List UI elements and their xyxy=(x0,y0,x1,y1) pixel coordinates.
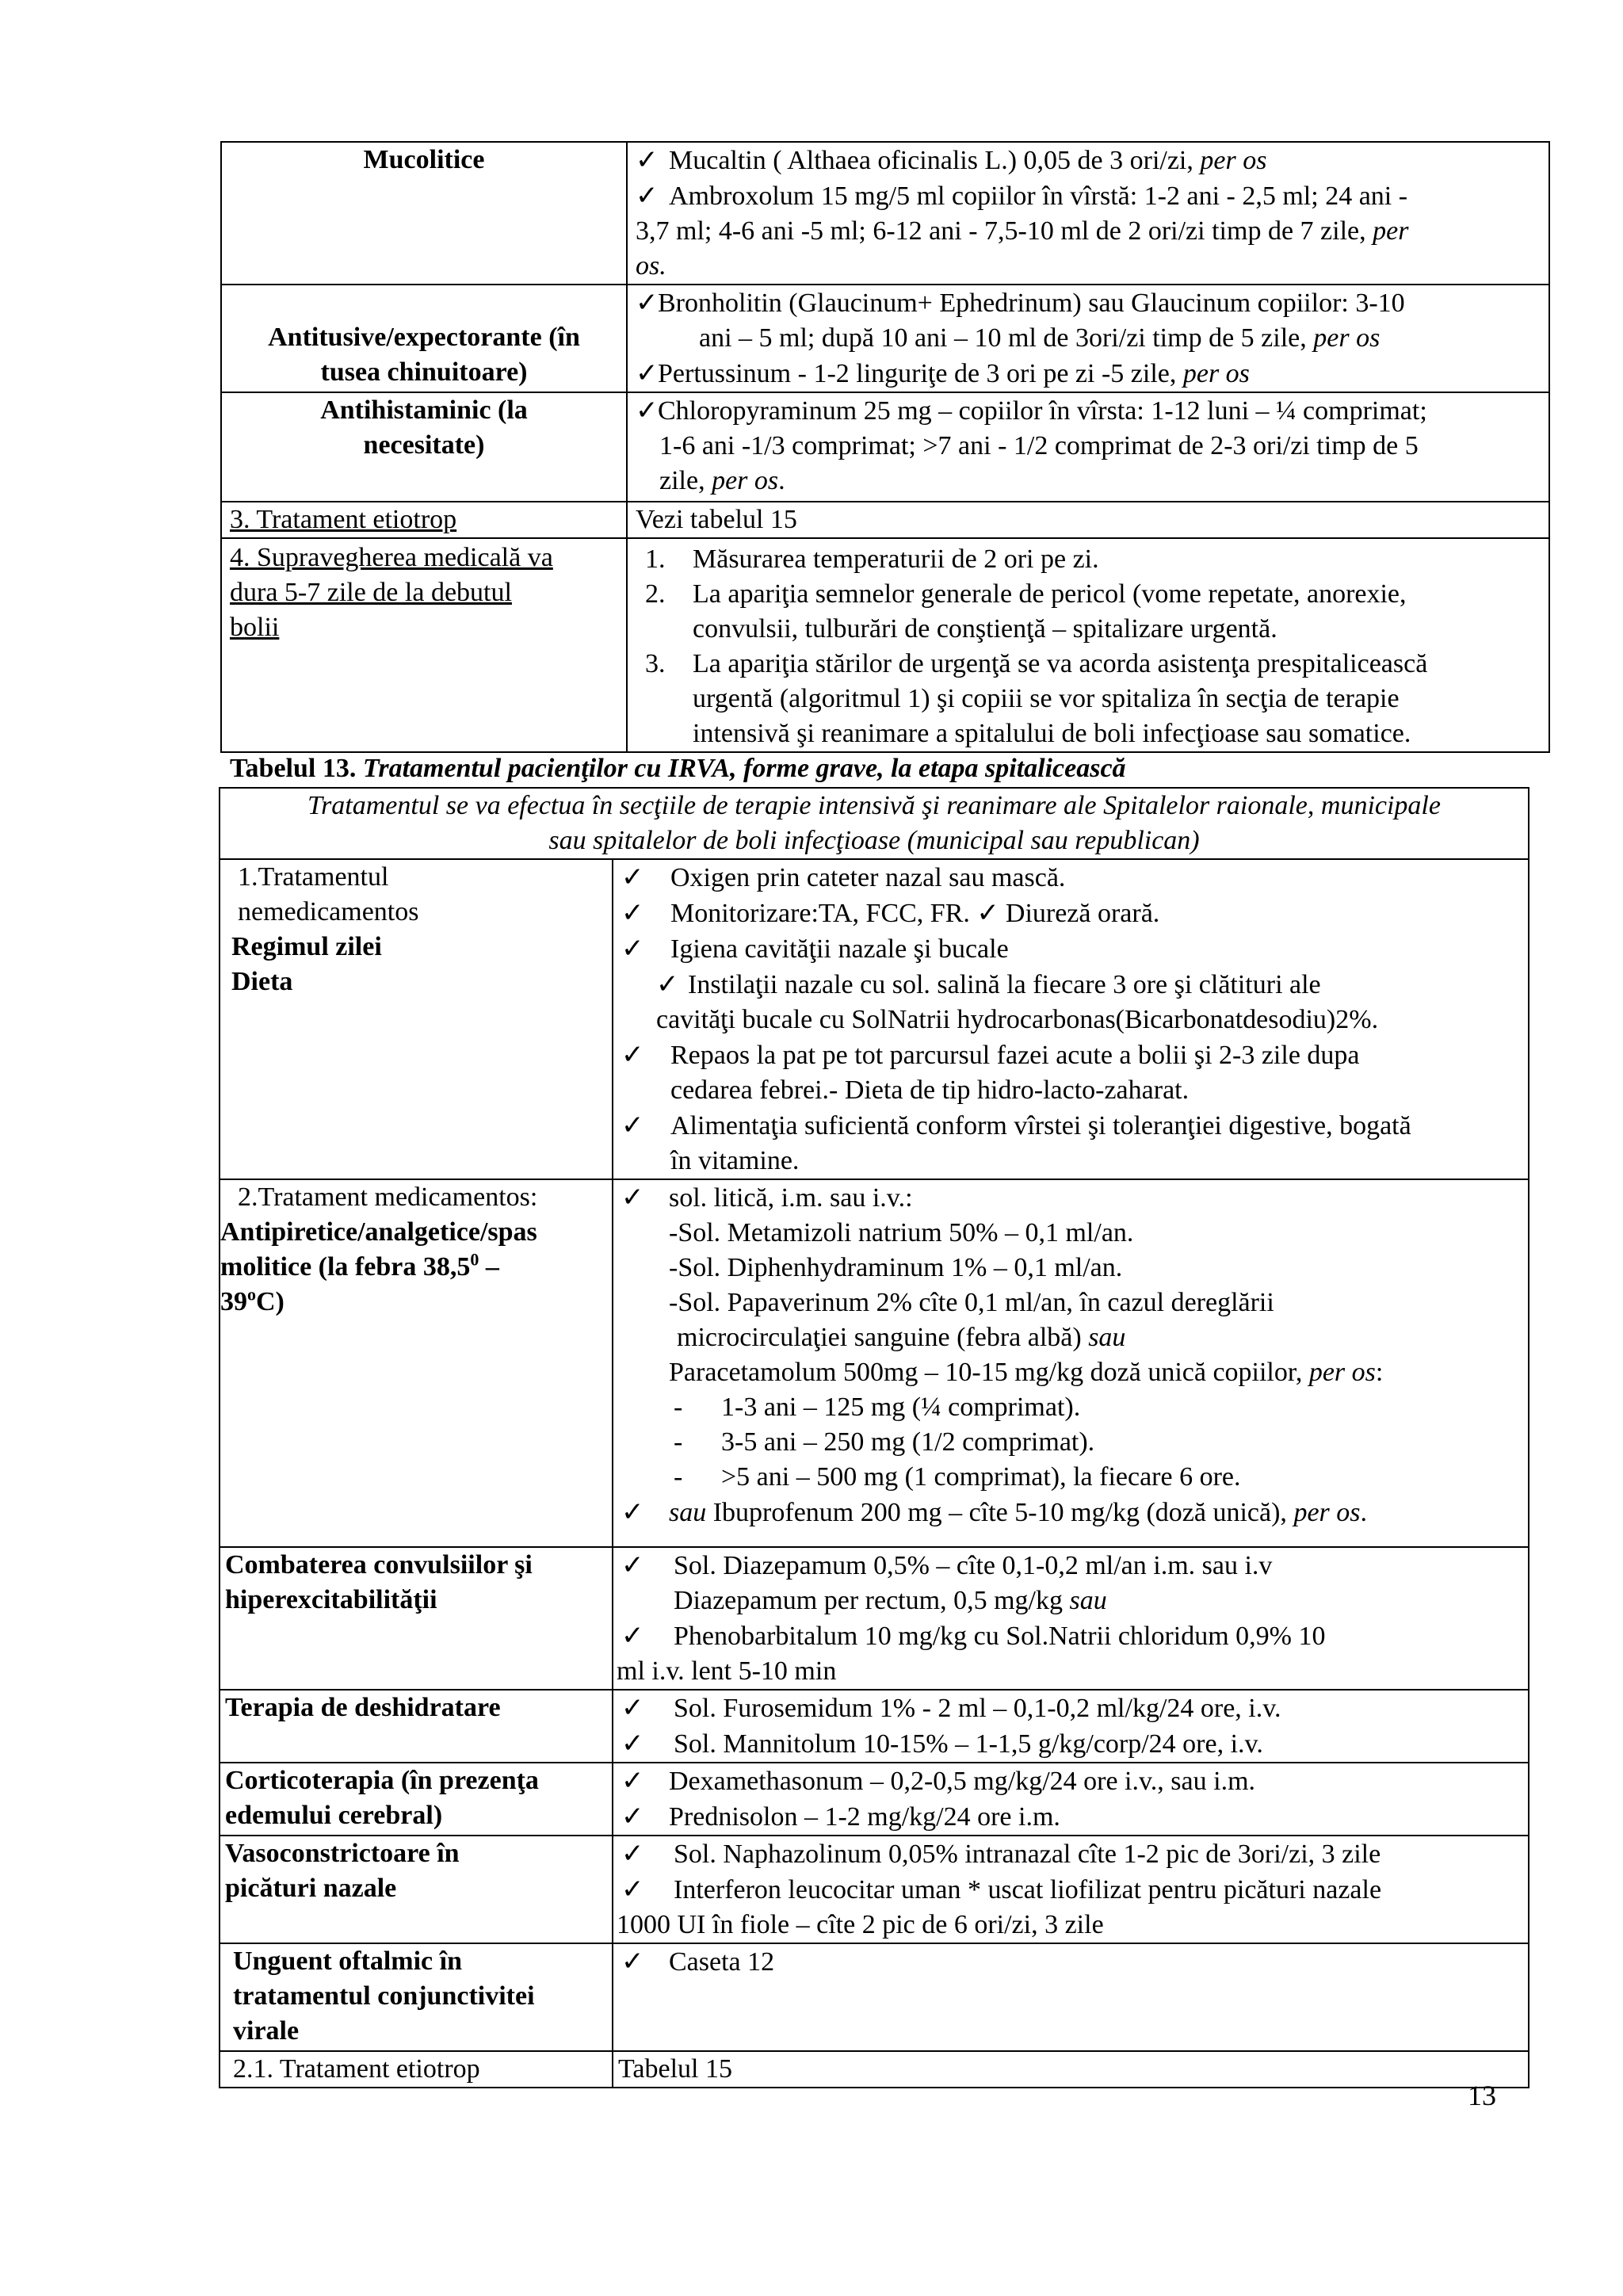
item-text-italic: per os xyxy=(1182,359,1250,388)
row-label xyxy=(220,1763,613,1836)
row-label-text: Dieta xyxy=(231,967,293,996)
list-item xyxy=(617,1763,1520,1799)
item-text: -Sol. Metamizoli natrium 50% – 0,1 ml/an. xyxy=(669,1218,1134,1247)
item-text: Ibuprofenum 200 mg – cîte 5-10 mg/kg (doză unică), xyxy=(712,1498,1287,1527)
row-content xyxy=(613,1763,1529,1836)
item-text-italic: per os xyxy=(1200,146,1267,175)
row-label xyxy=(220,2051,613,2088)
item-text: Phenobarbitalum 10 mg/kg cu Sol.Natrii chloridum 0,9% 10 xyxy=(674,1622,1326,1651)
list-item xyxy=(617,1836,1520,1872)
check-icon: ✓ xyxy=(976,897,999,929)
item-text xyxy=(636,321,1541,356)
row-label-text: necesitate) xyxy=(363,430,485,460)
row-content xyxy=(627,142,1549,285)
row-label-text xyxy=(220,1250,604,1285)
list-item xyxy=(636,577,1541,612)
item-text-italic: per xyxy=(1373,216,1409,246)
list-item xyxy=(617,1872,1520,1908)
list-item xyxy=(617,1690,1520,1726)
item-text: Chloropyraminum 25 mg – copiilor în vîrsta: 1-12 luni – ¼ comprimat; xyxy=(658,396,1427,426)
table-row xyxy=(221,285,1549,392)
table-row xyxy=(220,1547,1529,1690)
table-row xyxy=(220,1179,1529,1547)
item-text: Mucaltin ( Althaea oficinalis L.) 0,05 de 3 ori/zi, xyxy=(669,146,1193,175)
table-row xyxy=(221,502,1549,538)
item-text: Interferon leucocitar uman * uscat liofilizat pentru picături nazale xyxy=(674,1875,1382,1904)
table-row xyxy=(220,2051,1529,2088)
row-label xyxy=(221,538,627,752)
item-text xyxy=(617,1584,1520,1618)
list-item xyxy=(617,1618,1520,1654)
row-label-text: molitice (la febra 38,5 xyxy=(220,1252,471,1282)
item-text-italic: per os xyxy=(1293,1498,1361,1527)
list-item xyxy=(621,1390,1520,1425)
check-icon: ✓ xyxy=(621,1110,644,1141)
table-row xyxy=(221,392,1549,502)
check-icon: ✓ xyxy=(621,1838,644,1870)
item-text-italic: sau xyxy=(669,1498,707,1527)
header-text: Tratamentul se va efectua în secţiile de terapie intensivă şi reanimare ale Spitalelor raionale, municipale xyxy=(307,791,1441,820)
item-text: Diureză orară. xyxy=(1005,899,1160,928)
item-number: 2. xyxy=(645,579,666,609)
check-icon: ✓ xyxy=(621,1549,644,1581)
item-text-italic: per os xyxy=(1313,323,1381,353)
row-label xyxy=(220,1179,613,1547)
item-text: intensivă şi reanimare a spitalului de boli infecţioase sau somatice. xyxy=(693,719,1411,748)
item-text: urgentă (algoritmul 1) şi copiii se vor spitaliza în secţia de terapie xyxy=(693,684,1400,713)
item-text xyxy=(636,464,1541,499)
table-row xyxy=(220,1836,1529,1943)
check-icon: ✓ xyxy=(621,1765,644,1797)
row-label xyxy=(220,1547,613,1690)
item-text: Sol. Diazepamum 0,5% – cîte 0,1-0,2 ml/an i.m. sau i.v xyxy=(674,1551,1273,1580)
list-item xyxy=(636,542,1541,577)
header-text: sau spitalelor de boli infecţioase (municipal sau republican) xyxy=(548,826,1200,855)
check-icon: ✓ xyxy=(621,1692,644,1724)
row-content xyxy=(613,859,1529,1179)
list-item xyxy=(636,647,1541,682)
item-text: Prednisolon – 1-2 mg/kg/24 ore i.m. xyxy=(669,1802,1060,1832)
item-text: Igiena cavităţii nazale şi bucale xyxy=(670,934,1009,964)
row-label xyxy=(221,142,627,285)
row-label-text: 3. Tratament etiotrop xyxy=(230,505,457,534)
row-label-text: picături nazale xyxy=(225,1874,397,1903)
row-label xyxy=(221,502,627,538)
row-content xyxy=(613,1179,1529,1547)
item-text xyxy=(621,1320,1520,1355)
item-text: Paracetamolum 500mg – 10-15 mg/kg doză unică copiilor, xyxy=(669,1358,1303,1387)
check-icon: ✓ xyxy=(621,1182,644,1213)
check-icon: ✓ xyxy=(636,180,659,212)
list-item xyxy=(617,1944,1520,1980)
row-content xyxy=(627,392,1549,502)
list-item xyxy=(621,1037,1520,1073)
item-text: Ambroxolum 15 mg/5 ml copiilor în vîrstă: 1-2 ani - 2,5 ml; 24 ani - xyxy=(669,181,1408,211)
row-label-text: Combaterea convulsiilor şi xyxy=(225,1550,533,1580)
check-icon: ✓ xyxy=(621,1620,644,1652)
item-text: Sol. Furosemidum 1% - 2 ml – 0,1-0,2 ml/kg/24 ore, i.v. xyxy=(674,1694,1281,1723)
row-label xyxy=(220,1690,613,1763)
item-text-italic: per os xyxy=(712,466,779,495)
dash-bullet: - xyxy=(674,1427,683,1457)
row-label xyxy=(220,1836,613,1943)
check-icon: ✓ xyxy=(636,395,659,426)
row-label-text: virale xyxy=(233,2016,300,2046)
row-content xyxy=(613,1836,1529,1943)
item-text-italic: per os xyxy=(1308,1358,1376,1387)
row-label-text xyxy=(220,1285,604,1320)
caption-title: Tratamentul pacienţilor cu IRVA, forme grave, la etapa spitalicească xyxy=(362,754,1126,783)
row-label-text: Antihistaminic (la xyxy=(320,395,528,425)
superscript: 0 xyxy=(470,1249,479,1270)
check-icon: ✓ xyxy=(621,1874,644,1905)
row-label xyxy=(221,285,627,392)
item-text-italic: os. xyxy=(636,251,666,281)
row-label xyxy=(221,392,627,502)
item-text: sol. litică, i.m. sau i.v.: xyxy=(669,1183,913,1213)
check-icon: ✓ xyxy=(636,144,659,176)
row-label-text: 2.Tratament medicamentos: xyxy=(238,1182,538,1212)
check-icon: ✓ xyxy=(621,1039,644,1071)
item-text: -Sol. Diphenhydraminum 1% – 0,1 ml/an. xyxy=(669,1253,1123,1282)
item-text-italic: sau xyxy=(1088,1323,1126,1352)
row-content xyxy=(627,285,1549,392)
dash-bullet: - xyxy=(674,1392,683,1422)
item-text xyxy=(636,214,1541,249)
list-item xyxy=(621,860,1520,896)
check-icon: ✓ xyxy=(621,1801,644,1832)
item-text: Tabelul 15 xyxy=(618,2054,732,2084)
item-text: La apariţia stărilor de urgenţă se va acorda asistenţa prespitalicească xyxy=(693,649,1428,678)
row-label-text: edemului cerebral) xyxy=(225,1801,443,1830)
item-text: Sol. Naphazolinum 0,05% intranazal cîte 1-2 pic de 3ori/zi, 3 zile xyxy=(674,1839,1381,1869)
row-label-text: hiperexcitabilităţii xyxy=(225,1585,437,1614)
list-item xyxy=(621,1460,1520,1495)
row-label-text: Unguent oftalmic în xyxy=(233,1946,462,1976)
table-row xyxy=(220,1943,1529,2051)
list-item xyxy=(621,1425,1520,1460)
item-text xyxy=(621,1355,1520,1390)
item-number: 1. xyxy=(645,544,666,574)
caption-number: Tabelul 13. xyxy=(230,754,357,783)
item-text: Monitorizare:TA, FCC, FR. xyxy=(670,899,970,928)
item-text: Alimentaţia suficientă conform vîrstei şi toleranţiei digestive, bogată xyxy=(670,1111,1411,1140)
row-label-text: 4. Supravegherea medicală va xyxy=(230,543,553,572)
page-number: 13 xyxy=(1468,2080,1496,2111)
superscript: o xyxy=(247,1284,256,1305)
list-item xyxy=(636,356,1541,392)
row-label-text: tusea chinuitoare) xyxy=(320,357,528,387)
item-text: Pertussinum - 1-2 linguriţe de 3 ori pe zi -5 zile, xyxy=(658,359,1177,388)
item-text-italic: sau xyxy=(1069,1586,1107,1615)
table-row xyxy=(221,538,1549,752)
check-icon: ✓ xyxy=(621,1496,644,1528)
row-label-text: Vasoconstrictoare în xyxy=(225,1839,460,1868)
list-item xyxy=(617,1726,1520,1762)
item-text: . xyxy=(778,466,785,495)
check-icon: ✓ xyxy=(636,357,659,389)
row-label-text: 2.1. Tratament etiotrop xyxy=(233,2054,480,2084)
row-content xyxy=(627,538,1549,752)
list-item xyxy=(621,1108,1520,1144)
item-text: 3,7 ml; 4-6 ani -5 ml; 6-12 ani - 7,5-10 ml de 2 ori/zi timp de 7 zile, xyxy=(636,216,1366,246)
check-icon: ✓ xyxy=(636,287,659,319)
table-row xyxy=(221,142,1549,285)
check-icon: ✓ xyxy=(656,968,679,1000)
item-text: Oxigen prin cateter nazal sau mască. xyxy=(670,863,1066,892)
dash-bullet: - xyxy=(674,1462,683,1492)
table-13 xyxy=(219,787,1529,2088)
item-text: Caseta 12 xyxy=(669,1947,775,1977)
row-label-text: Regimul zilei xyxy=(231,932,382,961)
item-text: -Sol. Papaverinum 2% cîte 0,1 ml/an, în cazul dereglării xyxy=(669,1288,1274,1317)
list-item xyxy=(621,1495,1520,1530)
table-header-row xyxy=(220,788,1529,859)
item-text: cavităţi bucale cu SolNatrii hydrocarbonas(Bicarbonatdesodiu)2%. xyxy=(656,1005,1379,1034)
item-text: La apariţia semnelor generale de pericol (vome repetate, anorexie, xyxy=(693,579,1407,609)
item-text: 1000 UI în fiole – cîte 2 pic de 6 ori/zi, 3 zile xyxy=(617,1910,1104,1939)
item-text: : xyxy=(1375,1358,1384,1387)
row-label xyxy=(220,859,613,1179)
item-text: ani – 5 ml; după 10 ani – 10 ml de 3ori/zi timp de 5 zile, xyxy=(699,323,1307,353)
item-text: cedarea febrei.- Dieta de tip hidro-lacto-zaharat. xyxy=(670,1075,1190,1105)
item-text: Diazepamum per rectum, 0,5 mg/kg xyxy=(674,1586,1063,1615)
row-label-text: bolii xyxy=(230,613,280,642)
row-label-text: nemedicamentos xyxy=(238,897,419,926)
list-item xyxy=(621,1180,1520,1216)
table-row xyxy=(220,859,1529,1179)
list-item xyxy=(621,967,1520,1003)
item-text: Măsurarea temperaturii de 2 ori pe zi. xyxy=(693,544,1099,574)
row-label-text: Corticoterapia (în prezenţa xyxy=(225,1766,539,1795)
item-text: în vitamine. xyxy=(670,1146,800,1175)
row-label-text: C) xyxy=(256,1287,285,1316)
list-item xyxy=(636,143,1541,178)
item-text: 1-6 ani -1/3 comprimat; >7 ani - 1/2 comprimat de 2-3 ori/zi timp de 5 xyxy=(659,431,1419,460)
item-text: Instilaţii nazale cu sol. salină la fiecare 3 ore şi clătituri ale xyxy=(688,970,1321,999)
item-text: ml i.v. lent 5-10 min xyxy=(617,1656,837,1686)
check-icon: ✓ xyxy=(621,861,644,893)
row-label-text: Terapia de deshidratare xyxy=(225,1693,501,1722)
row-content xyxy=(613,1943,1529,2051)
item-number: 3. xyxy=(645,649,666,678)
list-item xyxy=(636,393,1541,429)
item-text: 3-5 ani – 250 mg (1/2 comprimat). xyxy=(721,1427,1095,1457)
list-item xyxy=(617,1799,1520,1835)
check-icon: ✓ xyxy=(621,1946,644,1977)
row-label-text: 1.Tratamentul xyxy=(238,862,389,892)
check-icon: ✓ xyxy=(621,933,644,965)
item-text: zile, xyxy=(659,466,705,495)
row-label-text: Antitusive/expectorante (în xyxy=(268,323,580,352)
row-label-text: tratamentul conjunctivitei xyxy=(233,1981,535,2011)
item-text: >5 ani – 500 mg (1 comprimat), la fiecare 6 ore. xyxy=(721,1462,1241,1492)
item-text: convulsii, tulburări de conştienţă – spitalizare urgentă. xyxy=(693,614,1277,644)
item-text: Bronholitin (Glaucinum+ Ephedrinum) sau Glaucinum copiilor: 3-10 xyxy=(658,288,1405,318)
table-row xyxy=(220,1763,1529,1836)
row-content xyxy=(613,2051,1529,2088)
row-label-text: dura 5-7 zile de la debutul xyxy=(230,578,512,607)
item-text: Dexamethasonum – 0,2-0,5 mg/kg/24 ore i.v., sau i.m. xyxy=(669,1767,1256,1796)
table-row xyxy=(220,1690,1529,1763)
list-item xyxy=(636,285,1541,321)
item-text: 1-3 ani – 125 mg (¼ comprimat). xyxy=(721,1392,1081,1422)
item-text: Repaos la pat pe tot parcursul fazei acute a bolii şi 2-3 zile dupa xyxy=(670,1041,1360,1070)
check-icon: ✓ xyxy=(621,897,644,929)
list-item xyxy=(636,178,1541,214)
item-text: microcirculaţiei sanguine (febra albă) xyxy=(677,1323,1082,1352)
row-content xyxy=(613,1690,1529,1763)
list-item xyxy=(617,1548,1520,1584)
list-item xyxy=(621,931,1520,967)
row-label-text: Antipiretice/analgetice/spas xyxy=(220,1217,537,1247)
item-text: Sol. Mannitolum 10-15% – 1-1,5 g/kg/corp/24 ore, i.v. xyxy=(674,1729,1263,1759)
item-text: . xyxy=(1360,1498,1367,1527)
table-12-continuation xyxy=(220,141,1550,753)
table-header xyxy=(220,788,1529,859)
row-label-text: 39 xyxy=(220,1287,247,1316)
row-content xyxy=(613,1547,1529,1690)
row-content xyxy=(627,502,1549,538)
row-label-text: – xyxy=(479,1252,499,1282)
row-label-text: Mucolitice xyxy=(363,145,485,174)
check-icon: ✓ xyxy=(621,1728,644,1759)
item-text: Vezi tabelul 15 xyxy=(636,505,797,534)
row-label xyxy=(220,1943,613,2051)
table-13-caption xyxy=(230,751,1126,786)
list-item xyxy=(621,896,1520,931)
